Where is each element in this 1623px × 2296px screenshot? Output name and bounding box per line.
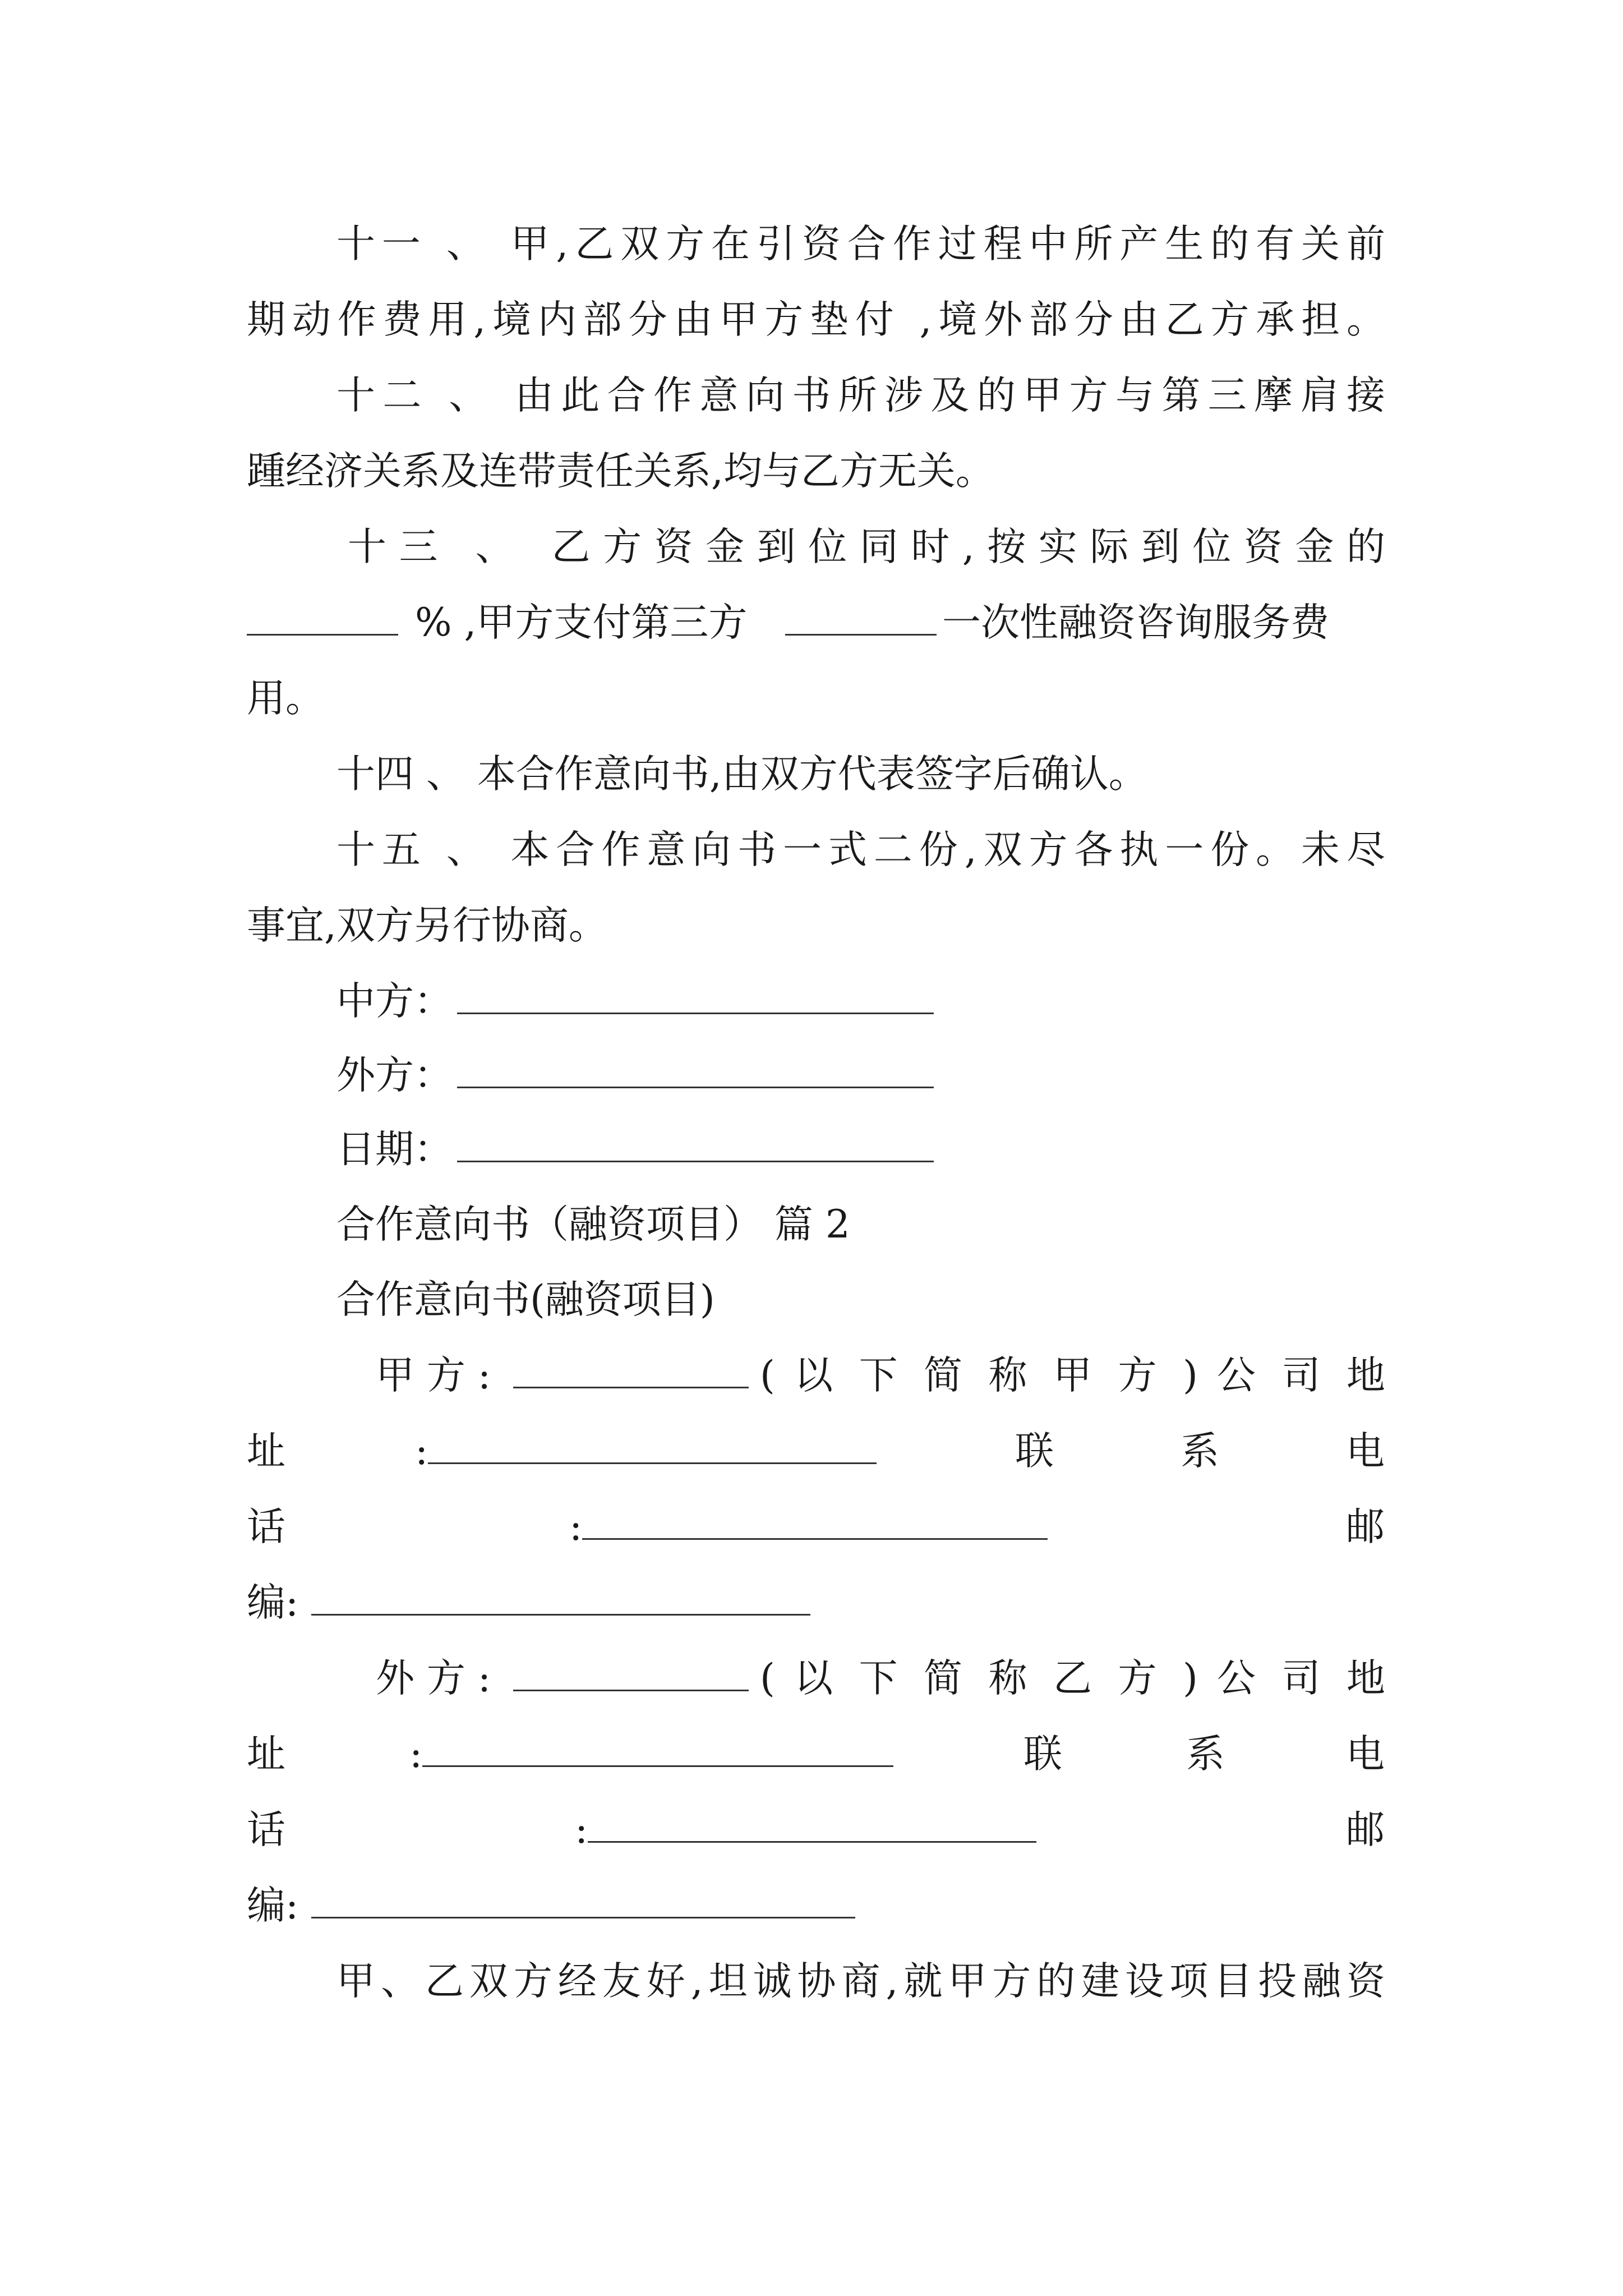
party-b-postal-label: 编: [247, 1883, 299, 1928]
party-b-line-2: 址 : 联 系 电 [247, 1723, 1385, 1785]
party-a-label: 甲 方 : [376, 1353, 491, 1398]
party-a-line-1 [247, 1345, 1385, 1406]
party-b-line-3: 话 : 邮 [247, 1799, 1385, 1861]
china-party-blank[interactable] [457, 978, 934, 1014]
party-a-contact-char-1: 联 [1015, 1429, 1054, 1474]
party-a-suffix: ( 以 下 简 称 甲 方 ) 公 司 地 [760, 1353, 1385, 1398]
percent-blank[interactable] [247, 599, 398, 636]
article-12-line-2: 踵经济关系及连带责任关系,均与乙方无关。 [247, 449, 994, 494]
article-11-line-1: 十一 、 甲,乙双方在引资合作过程中所产生的有关前 [336, 222, 1385, 266]
article-13-fee-text: 一次性融资咨询服务费 [942, 600, 1329, 645]
closing-line-1: 甲、乙双方经友好,坦诚协商,就甲方的建设项目投融资 [336, 1959, 1385, 2004]
article-11-line-2: 期动作费用,境内部分由甲方垫付 ,境外部分由乙方承担。 [247, 297, 1385, 342]
party-a-postal-blank[interactable] [311, 1579, 810, 1616]
party-a-address-label: 址 [247, 1429, 285, 1474]
party-a-name-blank[interactable] [513, 1352, 749, 1388]
china-party-signature-line [336, 970, 953, 1032]
article-12-line-1: 十二 、 由此合作意向书所涉及的甲方与第三摩肩接 [336, 373, 1385, 418]
party-b-name-blank[interactable] [513, 1655, 749, 1691]
party-a-line-4 [247, 1572, 1385, 1634]
article-13-line-3: 用。 [247, 676, 324, 721]
party-b-postal-char: 邮 [1346, 1807, 1385, 1852]
party-b-phone-label: 话 [247, 1807, 285, 1852]
party-b-label: 外 方 : [376, 1656, 491, 1701]
article-14-line-1: 十四 、 本合作意向书,由双方代表签字后确认。 [336, 752, 1147, 797]
article-13-line-1: 十三 、 乙方资金到位同时,按实际到位资金的 [348, 524, 1385, 569]
section-2-heading: 合作意向书（融资项目） 篇 2 [336, 1202, 850, 1247]
date-signature-line [336, 1119, 953, 1180]
party-b-line-4 [247, 1875, 1385, 1936]
party-b-contact-char-3: 电 [1346, 1732, 1385, 1777]
party-b-phone-blank[interactable] [588, 1806, 1036, 1843]
party-b-postal-blank[interactable] [311, 1882, 855, 1918]
article-13-percent-text: % ,甲方支付第三方 [415, 600, 748, 645]
party-a-line-3: 话 : 邮 [247, 1496, 1385, 1558]
section-2-title: 合作意向书(融资项目) [336, 1277, 715, 1322]
party-a-postal-char: 邮 [1346, 1504, 1385, 1549]
article-15-line-1: 十五 、 本合作意向书一式二份,双方各执一份。未尽 [336, 827, 1385, 872]
foreign-party-label: 外方： [336, 1053, 453, 1098]
party-a-postal-label: 编: [247, 1580, 299, 1625]
party-a-contact-char-2: 系 [1181, 1429, 1219, 1474]
fee-blank[interactable] [785, 599, 937, 636]
party-b-address-label: 址 [247, 1732, 285, 1777]
party-a-phone-label: 话 [247, 1504, 285, 1549]
date-label: 日期： [336, 1127, 453, 1172]
party-b-contact-char-1: 联 [1023, 1732, 1062, 1777]
article-15-line-2: 事宜,双方另行协商。 [247, 903, 607, 948]
party-a-phone-blank[interactable] [582, 1503, 1048, 1540]
party-a-address-blank[interactable] [428, 1428, 877, 1464]
party-b-suffix: ( 以 下 简 称 乙 方 ) 公 司 地 [760, 1656, 1385, 1701]
date-blank[interactable] [457, 1126, 934, 1162]
china-party-label: 中方： [336, 979, 453, 1024]
party-b-contact-char-2: 系 [1186, 1732, 1225, 1777]
foreign-party-blank[interactable] [457, 1052, 934, 1088]
foreign-party-signature-line [336, 1045, 953, 1106]
party-a-contact-char-3: 电 [1346, 1429, 1385, 1474]
party-a-line-2: 址 : 联 系 电 [247, 1420, 1385, 1482]
party-b-line-1 [247, 1648, 1385, 1709]
party-b-address-blank[interactable] [422, 1731, 893, 1767]
article-13-line-2 [247, 592, 1385, 654]
